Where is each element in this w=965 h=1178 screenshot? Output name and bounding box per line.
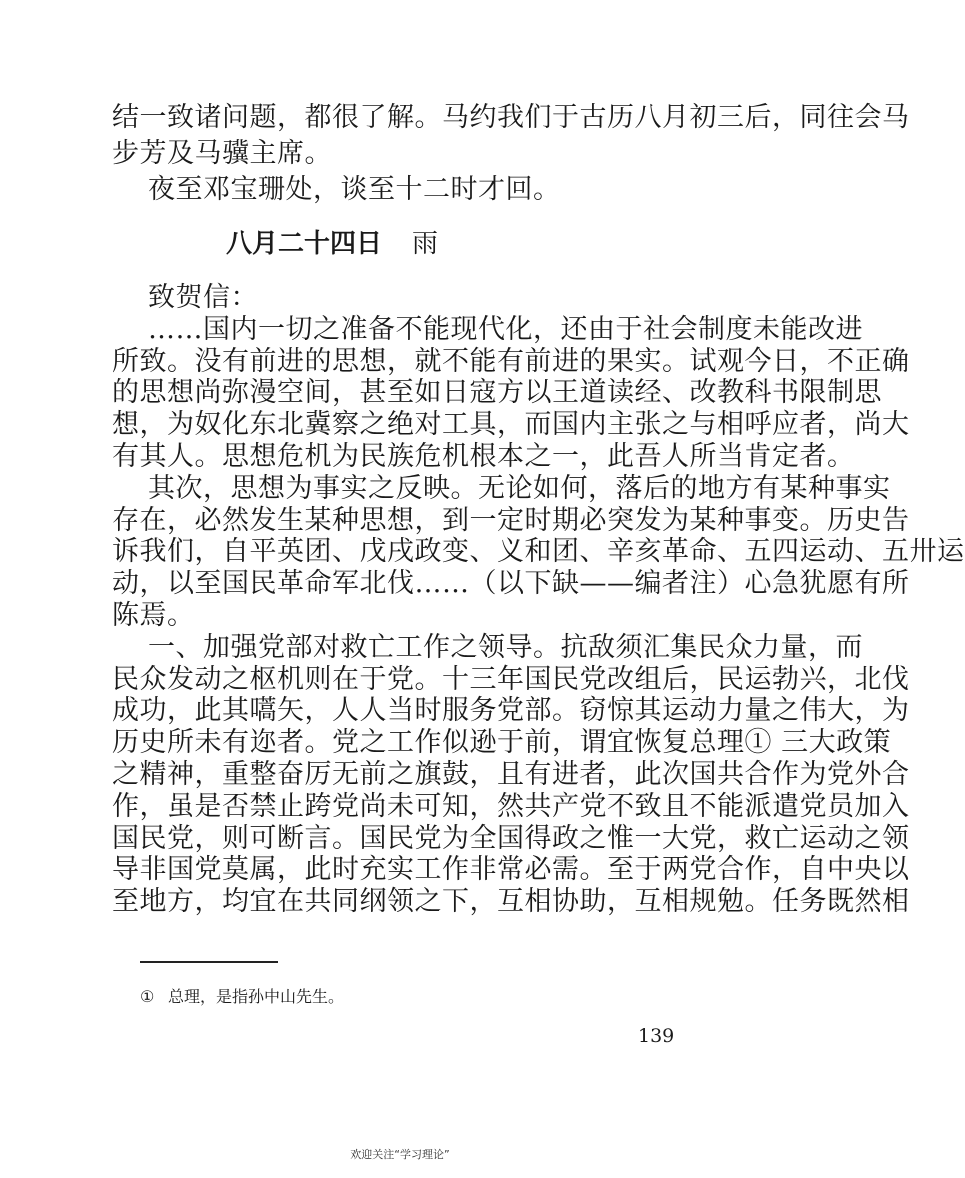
text-line: 夜至邓宝珊处，谈至十二时才回。 [148, 174, 561, 205]
text-line: 导非国党莫属，此时充实工作非常必需。至于两党合作，自中央以 [112, 854, 910, 886]
text-line: 其次，思想为事实之反映。无论如何，落后的地方有某种事实 [148, 472, 891, 504]
text-line: 存在，必然发生某种思想，到一定时期必突发为某种事变。历史告 [112, 504, 910, 536]
text-line: 陈焉。 [112, 600, 195, 631]
footnote-divider [140, 961, 278, 963]
text-line: 所致。没有前进的思想，就不能有前进的果实。试观今日，不正确 [112, 345, 910, 377]
entry-weather: 雨 [412, 229, 439, 259]
text-line: 结一致诸问题，都很了解。马约我们于古历八月初三后，同往会马 [112, 102, 910, 133]
text-line: 想，为奴化东北冀察之绝对工具，而国内主张之与相呼应者，尚大 [112, 409, 910, 441]
entry-date: 八月二十四日 [226, 229, 383, 259]
text-line: 动，以至国民革命军北伐……（以下缺——编者注）心急犹愿有所 [112, 568, 910, 600]
watermark-caption: 欢迎关注“学习理论” [350, 1148, 450, 1161]
page-number: 139 [638, 1025, 675, 1047]
text-line: 步芳及马骥主席。 [112, 138, 332, 169]
footnote [140, 986, 344, 1008]
text-line: 一、加强党部对救亡工作之领导。抗敌须汇集民众力量，而 [148, 631, 863, 663]
text-line: 民众发动之枢机则在于党。十三年国民党改组后，民运勃兴，北伐 [112, 663, 910, 695]
text-line: 作，虽是否禁止跨党尚未可知，然共产党不致且不能派遣党员加入 [112, 790, 910, 822]
text-line: ……国内一切之准备不能现代化，还由于社会制度未能改进 [148, 313, 863, 345]
text-line: 至地方，均宜在共同纲领之下，互相协助，互相规勉。任务既然相 [112, 886, 910, 918]
text-line: 有其人。思想危机为民族危机根本之一，此吾人所当肯定者。 [112, 441, 855, 472]
text-line: 成功，此其嚆矢，人人当时服务党部。窃惊其运动力量之伟大，为 [112, 695, 910, 727]
text-line: 的思想尚弥漫空间，甚至如日寇方以王道读经、改教科书限制思 [112, 377, 882, 409]
diary-entry-heading [226, 226, 438, 262]
text-line: 致贺信： [148, 282, 258, 313]
footnote-text: 总理，是指孙中山先生。 [168, 987, 345, 1006]
footnote-mark: ① [140, 987, 155, 1006]
text-line: 国民党，则可断言。国民党为全国得政之惟一大党，救亡运动之领 [112, 822, 910, 854]
text-line: 诉我们，自平英团、戊戌政变、义和团、辛亥革命、五四运动、五卅运 [112, 536, 965, 568]
text-line: 历史所未有迩者。党之工作似逊于前，谓宜恢复总理① 三大政策 [112, 727, 892, 759]
text-line: 之精神，重整奋厉无前之旗鼓，且有进者，此次国共合作为党外合 [112, 759, 910, 790]
